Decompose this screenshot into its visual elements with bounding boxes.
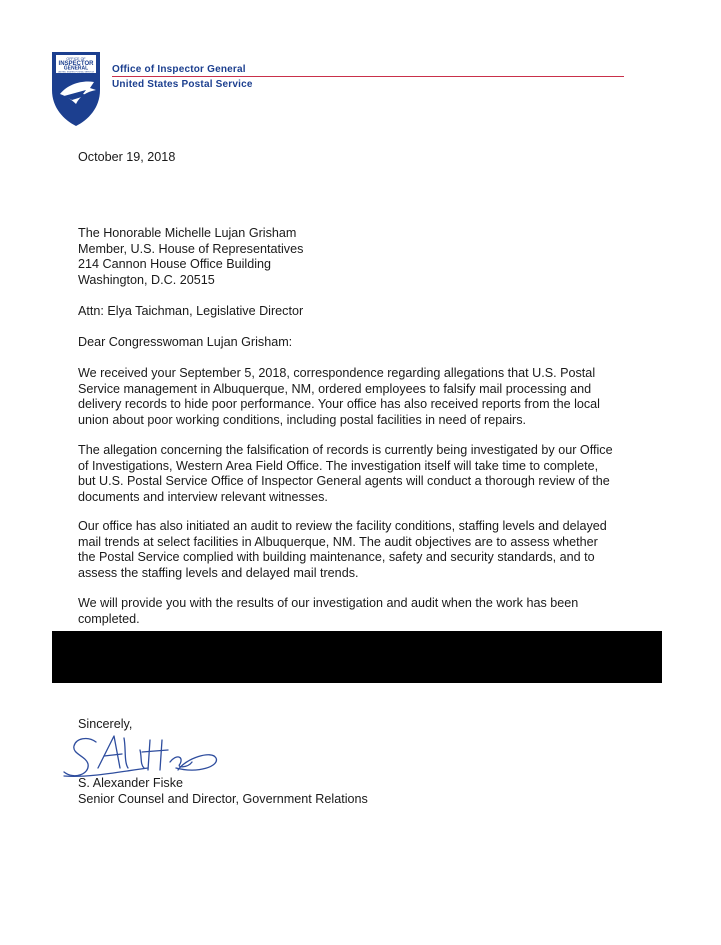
letterhead-org-name: Office of Inspector General — [112, 64, 246, 75]
body-paragraph — [78, 596, 578, 627]
recipient-line: The Honorable Michelle Lujan Grisham — [78, 226, 297, 240]
paragraph-line: Service management in Albuquerque, NM, ordered employees to falsify mail processing and — [78, 381, 592, 396]
usps-oig-seal-logo — [50, 50, 102, 128]
paragraph-line: of Investigations, Western Area Field Office. The investigation itself will take time to complete, — [78, 458, 599, 473]
body-paragraph — [78, 366, 600, 428]
paragraph-line: mail trends at select facilities in Albuquerque, NM. The audit objectives are to assess whether — [78, 534, 598, 549]
seal-text-general: GENERAL — [63, 65, 89, 72]
attention-line: Attn: Elya Taichman, Legislative Director — [78, 304, 304, 318]
body-paragraph — [78, 443, 613, 505]
paragraph-line: completed. — [78, 611, 140, 626]
paragraph-line: Our office has also initiated an audit to review the facility conditions, staffing levels and delayed — [78, 519, 607, 533]
recipient-address — [78, 226, 303, 288]
paragraph-line: assess the staffing levels and delayed mail trends. — [78, 565, 359, 580]
paragraph-line: the Postal Service complied with building maintenance, safety and security standards, and to — [78, 550, 595, 564]
paragraph-line: The allegation concerning the falsification of records is currently being investigated by our Office — [78, 443, 613, 457]
signer-title: Senior Counsel and Director, Government Relations — [78, 792, 368, 806]
letterhead-service-name: United States Postal Service — [112, 79, 253, 90]
letterhead-divider — [112, 76, 624, 77]
recipient-line: Washington, D.C. 20515 — [78, 272, 215, 287]
seal-text-office-of: OFFICE OF — [66, 57, 86, 61]
paragraph-line: We will provide you with the results of our investigation and audit when the work has been — [78, 596, 579, 610]
redaction-block — [52, 631, 662, 683]
letter-date: October 19, 2018 — [78, 150, 176, 164]
seal-text-inspector: INSPECTOR — [58, 61, 94, 67]
recipient-line: Member, U.S. House of Representatives — [78, 241, 304, 256]
paragraph-line: but U.S. Postal Service Office of Inspector General agents will conduct a thorough review of the — [78, 474, 610, 488]
recipient-line: 214 Cannon House Office Building — [78, 257, 272, 271]
seal-text-usps: UNITED STATES POSTAL SERVICE — [57, 71, 95, 74]
signer-name: S. Alexander Fiske — [78, 776, 183, 790]
closing: Sincerely, — [78, 717, 133, 731]
paragraph-line: We received your September 5, 2018, correspondence regarding allegations that U.S. Postal — [78, 366, 596, 380]
paragraph-line: delivery records to hide poor performance. Your office has also received reports from the local — [78, 397, 600, 411]
salutation: Dear Congresswoman Lujan Grisham: — [78, 335, 293, 349]
paragraph-line: union about poor working conditions, including postal facilities in need of repairs. — [78, 412, 527, 427]
body-paragraph — [78, 519, 607, 581]
paragraph-line: documents and interview relevant witnesses. — [78, 489, 328, 504]
